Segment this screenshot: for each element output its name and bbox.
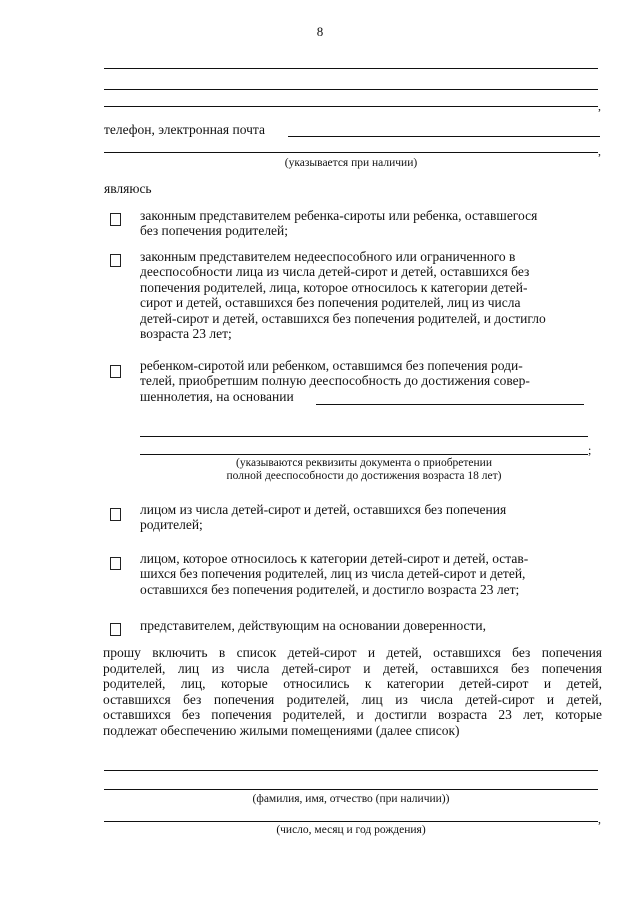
request-paragraph [103,645,602,739]
option-text-4 [140,502,506,533]
contact-field[interactable] [288,136,600,137]
request-line: родителей, лиц, которые относились к категории детей-сирот и детей, [103,676,602,692]
basis-note-line: полной дееспособности до достижения возраста 18 лет) [226,470,502,482]
option-text-line: дееспособности лица из числа детей-сирот и детей, оставшихся без [140,264,530,280]
name-note: (фамилия, имя, отчество (при наличии)) [252,793,450,805]
option-text-line: лицом, которое относилось к категории детей-сирот и детей, остав- [140,551,529,566]
name-line-2[interactable] [104,789,598,790]
option-text-2 [140,249,546,341]
option-text-line: детей-сирот и детей, оставшихся без попечения родителей, и достигло [140,310,546,326]
option-checkbox-6[interactable] [110,623,121,636]
option-checkbox-2[interactable] [110,254,121,267]
request-line: прошу включить в список детей-сирот и детей, оставшихся без попечения [103,645,602,660]
request-line: родителей, лиц из числа детей-сирот и детей, оставшихся без попечения [103,660,602,676]
option-text-line: родителей; [140,517,203,533]
option-text-line: представителем, действующим на основании доверенности, [140,618,487,633]
option-checkbox-5[interactable] [110,557,121,570]
option-text-line: сирот и детей, оставшихся без попечения родителей, лиц из числа [140,295,521,311]
contact-label: телефон, электронная почта [104,122,265,137]
option-text-line: ребенком-сиротой или ребенком, оставшимся без попечения роди- [140,358,523,373]
basis-line-end: ; [588,443,592,457]
contact-field-2[interactable] [104,152,598,153]
address-line-3[interactable] [104,106,598,107]
dob-line-end: , [598,812,601,826]
basis-line-2[interactable] [140,454,588,455]
dob-field[interactable] [104,821,598,822]
dob-note: (число, месяц и год рождения) [276,824,426,836]
option-text-line: законным представителем ребенка-сироты или ребенка, оставшегося [140,208,538,223]
option-checkbox-1[interactable] [110,213,121,226]
option-text-6 [140,618,486,633]
address-line-2[interactable] [104,89,598,90]
option-text-5 [140,551,528,597]
basis-field[interactable] [316,404,584,405]
request-line: оставшихся без попечения родителей, и достигли возраста 23 лет, которые [103,707,602,723]
option-text-line: возраста 23 лет; [140,326,232,342]
option-text-line: телей, приобретшим полную дееспособность до достижения совер- [140,373,530,389]
option-text-3 [140,358,530,404]
name-line-1[interactable] [104,770,598,771]
option-checkbox-3[interactable] [110,365,121,378]
address-line-1[interactable] [104,68,598,69]
basis-note-line: (указываются реквизиты документа о приобретении [235,457,492,469]
status-heading: являюсь [104,181,152,196]
option-text-line: лицом из числа детей-сирот и детей, оставшихся без попечения [140,502,507,517]
basis-note [140,457,588,483]
page-number: 8 [316,24,324,39]
option-text-line: шеннолетия, на основании [140,388,294,404]
basis-line-1[interactable] [140,436,588,437]
option-text-line: оставшихся без попечения родителей, и достигло возраста 23 лет; [140,581,520,597]
contact-note: (указывается при наличии) [284,157,418,169]
option-checkbox-4[interactable] [110,508,121,521]
option-text-line: шихся без попечения родителей, лиц из числа детей-сирот и детей, [140,566,526,582]
request-line: подлежат обеспечению жилыми помещениями (далее список) [103,722,460,738]
option-text-line: без попечения родителей; [140,223,289,239]
contact-line-end: , [598,144,601,158]
request-line: оставшихся без попечения родителей, лиц из числа детей-сирот и детей, [103,691,602,707]
option-text-line: законным представителем недееспособного или ограниченного в [140,249,516,264]
option-text-1 [140,208,537,239]
address-line-end: , [598,99,601,113]
option-text-line: попечения родителей, лица, которое относилось к категории детей- [140,279,528,295]
